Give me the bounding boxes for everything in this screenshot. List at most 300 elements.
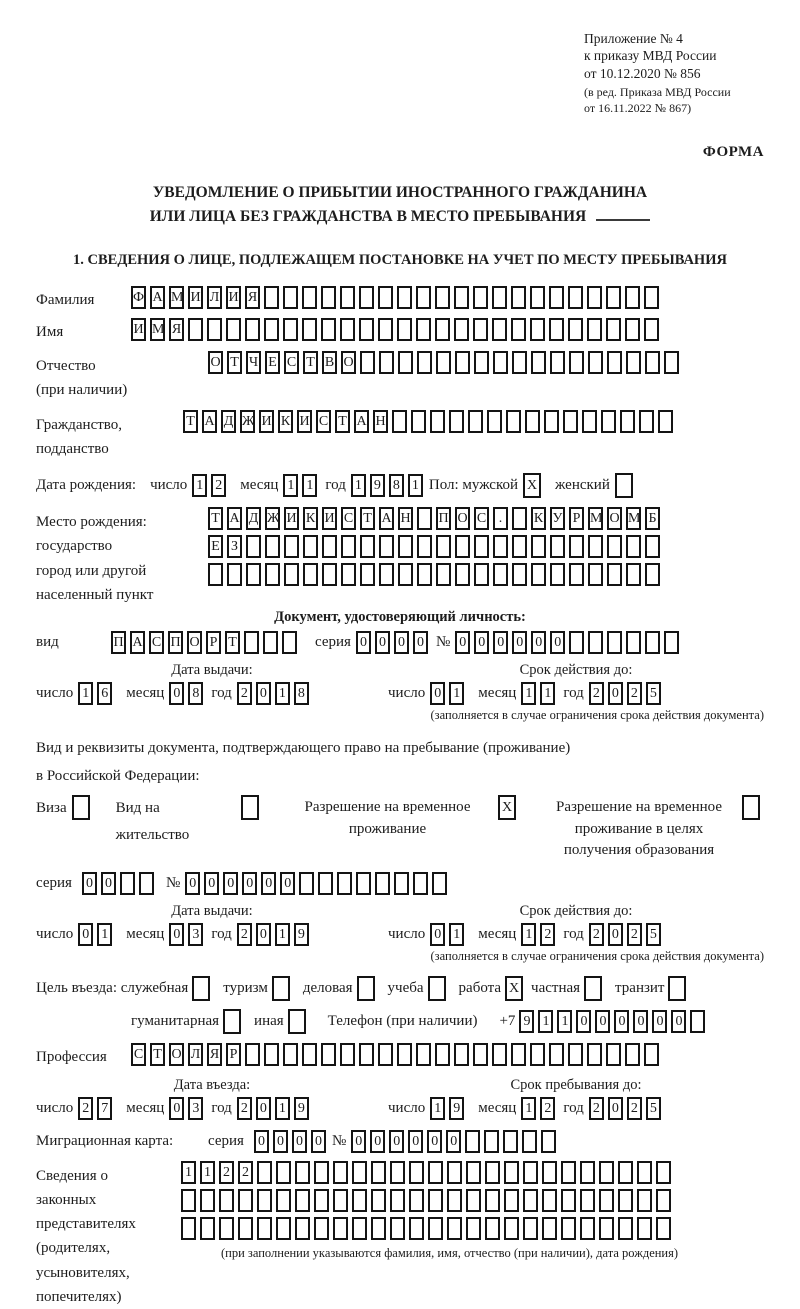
char-cell[interactable]: Л: [188, 1043, 203, 1066]
char-cell[interactable]: [356, 872, 371, 895]
char-cell[interactable]: [432, 872, 447, 895]
char-cell[interactable]: 2: [627, 1097, 642, 1120]
char-cell[interactable]: [435, 318, 450, 341]
char-cell[interactable]: [417, 507, 432, 530]
char-cell[interactable]: [139, 872, 154, 895]
char-cell[interactable]: 0: [474, 631, 489, 654]
char-cell[interactable]: [257, 1189, 272, 1212]
char-cell[interactable]: 0: [430, 923, 445, 946]
char-cell[interactable]: [582, 410, 597, 433]
char-cell[interactable]: [244, 631, 259, 654]
char-cell[interactable]: [337, 872, 352, 895]
char-cell[interactable]: [398, 563, 413, 586]
char-cell[interactable]: 1: [521, 682, 536, 705]
char-cell[interactable]: О: [341, 351, 356, 374]
char-cell[interactable]: [322, 563, 337, 586]
char-cell[interactable]: [492, 318, 507, 341]
char-cell[interactable]: К: [303, 507, 318, 530]
char-cell[interactable]: 2: [627, 682, 642, 705]
char-cell[interactable]: Т: [150, 1043, 165, 1066]
char-cell[interactable]: 1: [521, 923, 536, 946]
char-cell[interactable]: [645, 351, 660, 374]
char-cell[interactable]: [299, 872, 314, 895]
char-cell[interactable]: [569, 351, 584, 374]
char-cell[interactable]: [561, 1161, 576, 1184]
char-cell[interactable]: [644, 1043, 659, 1066]
checkbox-cell[interactable]: [428, 976, 446, 1001]
char-cell[interactable]: 0: [512, 631, 527, 654]
char-cell[interactable]: 0: [169, 682, 184, 705]
char-cell[interactable]: [664, 351, 679, 374]
char-cell[interactable]: В: [322, 351, 337, 374]
checkbox-cell[interactable]: [742, 795, 760, 820]
char-cell[interactable]: [397, 1043, 412, 1066]
char-cell[interactable]: [264, 318, 279, 341]
char-cell[interactable]: [207, 318, 222, 341]
char-cell[interactable]: [599, 1161, 614, 1184]
checkbox-cell[interactable]: [272, 976, 290, 1001]
char-cell[interactable]: 0: [614, 1010, 629, 1033]
char-cell[interactable]: [606, 1043, 621, 1066]
char-cell[interactable]: [656, 1217, 671, 1240]
checkbox-cell[interactable]: X: [498, 795, 516, 820]
char-cell[interactable]: [639, 410, 654, 433]
char-cell[interactable]: 0: [204, 872, 219, 895]
char-cell[interactable]: 0: [185, 872, 200, 895]
char-cell[interactable]: [626, 563, 641, 586]
char-cell[interactable]: [569, 563, 584, 586]
char-cell[interactable]: 0: [273, 1130, 288, 1153]
char-cell[interactable]: [245, 318, 260, 341]
char-cell[interactable]: 1: [521, 1097, 536, 1120]
char-cell[interactable]: 2: [237, 682, 252, 705]
char-cell[interactable]: 9: [294, 923, 309, 946]
char-cell[interactable]: 0: [608, 682, 623, 705]
char-cell[interactable]: [263, 631, 278, 654]
char-cell[interactable]: 0: [82, 872, 97, 895]
char-cell[interactable]: [390, 1217, 405, 1240]
char-cell[interactable]: [525, 410, 540, 433]
char-cell[interactable]: 0: [671, 1010, 686, 1033]
char-cell[interactable]: 2: [540, 923, 555, 946]
char-cell[interactable]: [416, 1043, 431, 1066]
char-cell[interactable]: [607, 563, 622, 586]
char-cell[interactable]: 1: [430, 1097, 445, 1120]
char-cell[interactable]: [626, 535, 641, 558]
char-cell[interactable]: 0: [427, 1130, 442, 1153]
char-cell[interactable]: [226, 318, 241, 341]
char-cell[interactable]: [455, 535, 470, 558]
char-cell[interactable]: 2: [211, 474, 226, 497]
char-cell[interactable]: [618, 1161, 633, 1184]
char-cell[interactable]: 5: [646, 923, 661, 946]
char-cell[interactable]: [511, 318, 526, 341]
char-cell[interactable]: О: [187, 631, 202, 654]
char-cell[interactable]: [542, 1217, 557, 1240]
char-cell[interactable]: 0: [256, 682, 271, 705]
char-cell[interactable]: [321, 1043, 336, 1066]
char-cell[interactable]: Ж: [265, 507, 280, 530]
char-cell[interactable]: Т: [183, 410, 198, 433]
char-cell[interactable]: [333, 1189, 348, 1212]
char-cell[interactable]: [436, 535, 451, 558]
char-cell[interactable]: 0: [256, 1097, 271, 1120]
char-cell[interactable]: [411, 410, 426, 433]
char-cell[interactable]: [417, 351, 432, 374]
char-cell[interactable]: [561, 1217, 576, 1240]
char-cell[interactable]: 2: [238, 1161, 253, 1184]
char-cell[interactable]: [568, 1043, 583, 1066]
char-cell[interactable]: [588, 351, 603, 374]
char-cell[interactable]: [409, 1217, 424, 1240]
char-cell[interactable]: Р: [569, 507, 584, 530]
char-cell[interactable]: [295, 1217, 310, 1240]
char-cell[interactable]: [428, 1189, 443, 1212]
char-cell[interactable]: 1: [78, 682, 93, 705]
char-cell[interactable]: [390, 1189, 405, 1212]
char-cell[interactable]: [474, 535, 489, 558]
char-cell[interactable]: [208, 563, 223, 586]
char-cell[interactable]: О: [208, 351, 223, 374]
char-cell[interactable]: [587, 318, 602, 341]
char-cell[interactable]: [512, 351, 527, 374]
char-cell[interactable]: 2: [219, 1161, 234, 1184]
char-cell[interactable]: [257, 1161, 272, 1184]
char-cell[interactable]: 0: [608, 923, 623, 946]
char-cell[interactable]: [485, 1189, 500, 1212]
char-cell[interactable]: [550, 563, 565, 586]
char-cell[interactable]: [511, 286, 526, 309]
char-cell[interactable]: Я: [169, 318, 184, 341]
char-cell[interactable]: [283, 1043, 298, 1066]
char-cell[interactable]: [352, 1189, 367, 1212]
char-cell[interactable]: [606, 318, 621, 341]
char-cell[interactable]: 5: [646, 1097, 661, 1120]
char-cell[interactable]: [417, 563, 432, 586]
char-cell[interactable]: [371, 1189, 386, 1212]
char-cell[interactable]: 0: [101, 872, 116, 895]
char-cell[interactable]: [360, 563, 375, 586]
char-cell[interactable]: [392, 410, 407, 433]
char-cell[interactable]: 0: [169, 923, 184, 946]
char-cell[interactable]: [409, 1189, 424, 1212]
char-cell[interactable]: 0: [389, 1130, 404, 1153]
char-cell[interactable]: [484, 1130, 499, 1153]
char-cell[interactable]: [485, 1217, 500, 1240]
char-cell[interactable]: [549, 318, 564, 341]
char-cell[interactable]: П: [111, 631, 126, 654]
char-cell[interactable]: [512, 507, 527, 530]
char-cell[interactable]: И: [259, 410, 274, 433]
char-cell[interactable]: [435, 1043, 450, 1066]
char-cell[interactable]: [435, 286, 450, 309]
char-cell[interactable]: [637, 1217, 652, 1240]
char-cell[interactable]: Т: [208, 507, 223, 530]
char-cell[interactable]: 8: [389, 474, 404, 497]
char-cell[interactable]: [314, 1189, 329, 1212]
char-cell[interactable]: [200, 1217, 215, 1240]
char-cell[interactable]: С: [149, 631, 164, 654]
char-cell[interactable]: [606, 286, 621, 309]
char-cell[interactable]: [188, 318, 203, 341]
char-cell[interactable]: 0: [280, 872, 295, 895]
char-cell[interactable]: 0: [413, 631, 428, 654]
char-cell[interactable]: [394, 872, 409, 895]
char-cell[interactable]: 0: [531, 631, 546, 654]
char-cell[interactable]: [468, 410, 483, 433]
char-cell[interactable]: [531, 351, 546, 374]
char-cell[interactable]: [219, 1217, 234, 1240]
char-cell[interactable]: [626, 631, 641, 654]
char-cell[interactable]: [588, 535, 603, 558]
char-cell[interactable]: 1: [540, 682, 555, 705]
char-cell[interactable]: 8: [294, 682, 309, 705]
char-cell[interactable]: Т: [227, 351, 242, 374]
char-cell[interactable]: [599, 1217, 614, 1240]
char-cell[interactable]: [333, 1217, 348, 1240]
char-cell[interactable]: [321, 318, 336, 341]
char-cell[interactable]: 1: [449, 682, 464, 705]
char-cell[interactable]: [530, 1043, 545, 1066]
char-cell[interactable]: [550, 351, 565, 374]
char-cell[interactable]: С: [341, 507, 356, 530]
char-cell[interactable]: [531, 535, 546, 558]
char-cell[interactable]: А: [354, 410, 369, 433]
char-cell[interactable]: [352, 1217, 367, 1240]
checkbox-cell[interactable]: [288, 1009, 306, 1034]
char-cell[interactable]: [322, 535, 337, 558]
char-cell[interactable]: 3: [188, 923, 203, 946]
char-cell[interactable]: П: [436, 507, 451, 530]
char-cell[interactable]: 7: [97, 1097, 112, 1120]
char-cell[interactable]: [690, 1010, 705, 1033]
char-cell[interactable]: [473, 318, 488, 341]
char-cell[interactable]: 6: [97, 682, 112, 705]
char-cell[interactable]: [580, 1161, 595, 1184]
char-cell[interactable]: 5: [646, 682, 661, 705]
char-cell[interactable]: [474, 351, 489, 374]
char-cell[interactable]: Ч: [246, 351, 261, 374]
char-cell[interactable]: [371, 1161, 386, 1184]
char-cell[interactable]: П: [168, 631, 183, 654]
char-cell[interactable]: [360, 535, 375, 558]
char-cell[interactable]: [466, 1217, 481, 1240]
char-cell[interactable]: 9: [294, 1097, 309, 1120]
char-cell[interactable]: Т: [225, 631, 240, 654]
char-cell[interactable]: 2: [237, 923, 252, 946]
char-cell[interactable]: [282, 631, 297, 654]
char-cell[interactable]: А: [130, 631, 145, 654]
char-cell[interactable]: [637, 1189, 652, 1212]
char-cell[interactable]: [618, 1189, 633, 1212]
char-cell[interactable]: 1: [351, 474, 366, 497]
char-cell[interactable]: 0: [370, 1130, 385, 1153]
char-cell[interactable]: [512, 563, 527, 586]
char-cell[interactable]: 1: [181, 1161, 196, 1184]
char-cell[interactable]: [390, 1161, 405, 1184]
char-cell[interactable]: [449, 410, 464, 433]
char-cell[interactable]: [644, 318, 659, 341]
char-cell[interactable]: [455, 351, 470, 374]
char-cell[interactable]: [569, 631, 584, 654]
char-cell[interactable]: Л: [207, 286, 222, 309]
char-cell[interactable]: 1: [275, 923, 290, 946]
char-cell[interactable]: [542, 1189, 557, 1212]
char-cell[interactable]: [340, 1043, 355, 1066]
char-cell[interactable]: 0: [356, 631, 371, 654]
char-cell[interactable]: 9: [370, 474, 385, 497]
char-cell[interactable]: [454, 1043, 469, 1066]
char-cell[interactable]: [264, 1043, 279, 1066]
char-cell[interactable]: 0: [242, 872, 257, 895]
char-cell[interactable]: У: [550, 507, 565, 530]
char-cell[interactable]: [359, 1043, 374, 1066]
char-cell[interactable]: [523, 1217, 538, 1240]
char-cell[interactable]: [378, 286, 393, 309]
char-cell[interactable]: И: [131, 318, 146, 341]
char-cell[interactable]: 2: [540, 1097, 555, 1120]
char-cell[interactable]: Е: [265, 351, 280, 374]
char-cell[interactable]: [544, 410, 559, 433]
char-cell[interactable]: [428, 1217, 443, 1240]
char-cell[interactable]: А: [379, 507, 394, 530]
char-cell[interactable]: 1: [275, 682, 290, 705]
char-cell[interactable]: [416, 286, 431, 309]
char-cell[interactable]: [637, 1161, 652, 1184]
char-cell[interactable]: [487, 410, 502, 433]
char-cell[interactable]: [303, 535, 318, 558]
char-cell[interactable]: [492, 286, 507, 309]
char-cell[interactable]: 0: [595, 1010, 610, 1033]
char-cell[interactable]: [436, 563, 451, 586]
char-cell[interactable]: [625, 286, 640, 309]
char-cell[interactable]: [265, 563, 280, 586]
char-cell[interactable]: 2: [237, 1097, 252, 1120]
char-cell[interactable]: [588, 563, 603, 586]
char-cell[interactable]: [645, 631, 660, 654]
char-cell[interactable]: [417, 535, 432, 558]
char-cell[interactable]: [465, 1130, 480, 1153]
char-cell[interactable]: Р: [226, 1043, 241, 1066]
char-cell[interactable]: [485, 1161, 500, 1184]
char-cell[interactable]: М: [169, 286, 184, 309]
checkbox-cell[interactable]: [192, 976, 210, 1001]
char-cell[interactable]: 9: [449, 1097, 464, 1120]
char-cell[interactable]: [466, 1161, 481, 1184]
char-cell[interactable]: [607, 535, 622, 558]
char-cell[interactable]: А: [227, 507, 242, 530]
char-cell[interactable]: [181, 1217, 196, 1240]
char-cell[interactable]: С: [284, 351, 299, 374]
char-cell[interactable]: [409, 1161, 424, 1184]
char-cell[interactable]: И: [226, 286, 241, 309]
char-cell[interactable]: [120, 872, 135, 895]
char-cell[interactable]: [398, 535, 413, 558]
char-cell[interactable]: 2: [589, 923, 604, 946]
char-cell[interactable]: 0: [446, 1130, 461, 1153]
char-cell[interactable]: [340, 286, 355, 309]
char-cell[interactable]: [314, 1161, 329, 1184]
char-cell[interactable]: [397, 286, 412, 309]
char-cell[interactable]: Е: [208, 535, 223, 558]
char-cell[interactable]: [644, 286, 659, 309]
char-cell[interactable]: [601, 410, 616, 433]
char-cell[interactable]: [658, 410, 673, 433]
char-cell[interactable]: М: [150, 318, 165, 341]
char-cell[interactable]: 2: [78, 1097, 93, 1120]
char-cell[interactable]: [360, 351, 375, 374]
char-cell[interactable]: [645, 535, 660, 558]
char-cell[interactable]: [492, 1043, 507, 1066]
char-cell[interactable]: [549, 286, 564, 309]
char-cell[interactable]: [264, 286, 279, 309]
char-cell[interactable]: [455, 563, 470, 586]
char-cell[interactable]: [530, 286, 545, 309]
char-cell[interactable]: 0: [550, 631, 565, 654]
char-cell[interactable]: 0: [254, 1130, 269, 1153]
char-cell[interactable]: 1: [275, 1097, 290, 1120]
char-cell[interactable]: [436, 351, 451, 374]
char-cell[interactable]: Т: [335, 410, 350, 433]
char-cell[interactable]: .: [493, 507, 508, 530]
char-cell[interactable]: [246, 535, 261, 558]
char-cell[interactable]: [265, 535, 280, 558]
checkbox-cell[interactable]: [241, 795, 259, 820]
char-cell[interactable]: [587, 286, 602, 309]
char-cell[interactable]: 1: [449, 923, 464, 946]
char-cell[interactable]: [447, 1189, 462, 1212]
char-cell[interactable]: [503, 1130, 518, 1153]
char-cell[interactable]: [523, 1189, 538, 1212]
char-cell[interactable]: [504, 1161, 519, 1184]
char-cell[interactable]: [473, 286, 488, 309]
char-cell[interactable]: [625, 318, 640, 341]
char-cell[interactable]: Ж: [240, 410, 255, 433]
char-cell[interactable]: А: [202, 410, 217, 433]
char-cell[interactable]: [283, 318, 298, 341]
char-cell[interactable]: О: [455, 507, 470, 530]
char-cell[interactable]: [295, 1189, 310, 1212]
char-cell[interactable]: [302, 318, 317, 341]
char-cell[interactable]: [340, 318, 355, 341]
char-cell[interactable]: [379, 563, 394, 586]
char-cell[interactable]: [504, 1217, 519, 1240]
char-cell[interactable]: [245, 1043, 260, 1066]
char-cell[interactable]: [378, 318, 393, 341]
char-cell[interactable]: 0: [576, 1010, 591, 1033]
char-cell[interactable]: 1: [408, 474, 423, 497]
char-cell[interactable]: [512, 535, 527, 558]
char-cell[interactable]: [522, 1130, 537, 1153]
char-cell[interactable]: [283, 286, 298, 309]
char-cell[interactable]: [359, 286, 374, 309]
checkbox-cell[interactable]: [668, 976, 686, 1001]
char-cell[interactable]: [314, 1217, 329, 1240]
char-cell[interactable]: [302, 1043, 317, 1066]
char-cell[interactable]: [371, 1217, 386, 1240]
char-cell[interactable]: 1: [557, 1010, 572, 1033]
char-cell[interactable]: И: [188, 286, 203, 309]
char-cell[interactable]: [413, 872, 428, 895]
char-cell[interactable]: [333, 1161, 348, 1184]
char-cell[interactable]: И: [322, 507, 337, 530]
char-cell[interactable]: [569, 535, 584, 558]
char-cell[interactable]: [238, 1189, 253, 1212]
char-cell[interactable]: [375, 872, 390, 895]
char-cell[interactable]: [257, 1217, 272, 1240]
char-cell[interactable]: 1: [200, 1161, 215, 1184]
char-cell[interactable]: [607, 351, 622, 374]
